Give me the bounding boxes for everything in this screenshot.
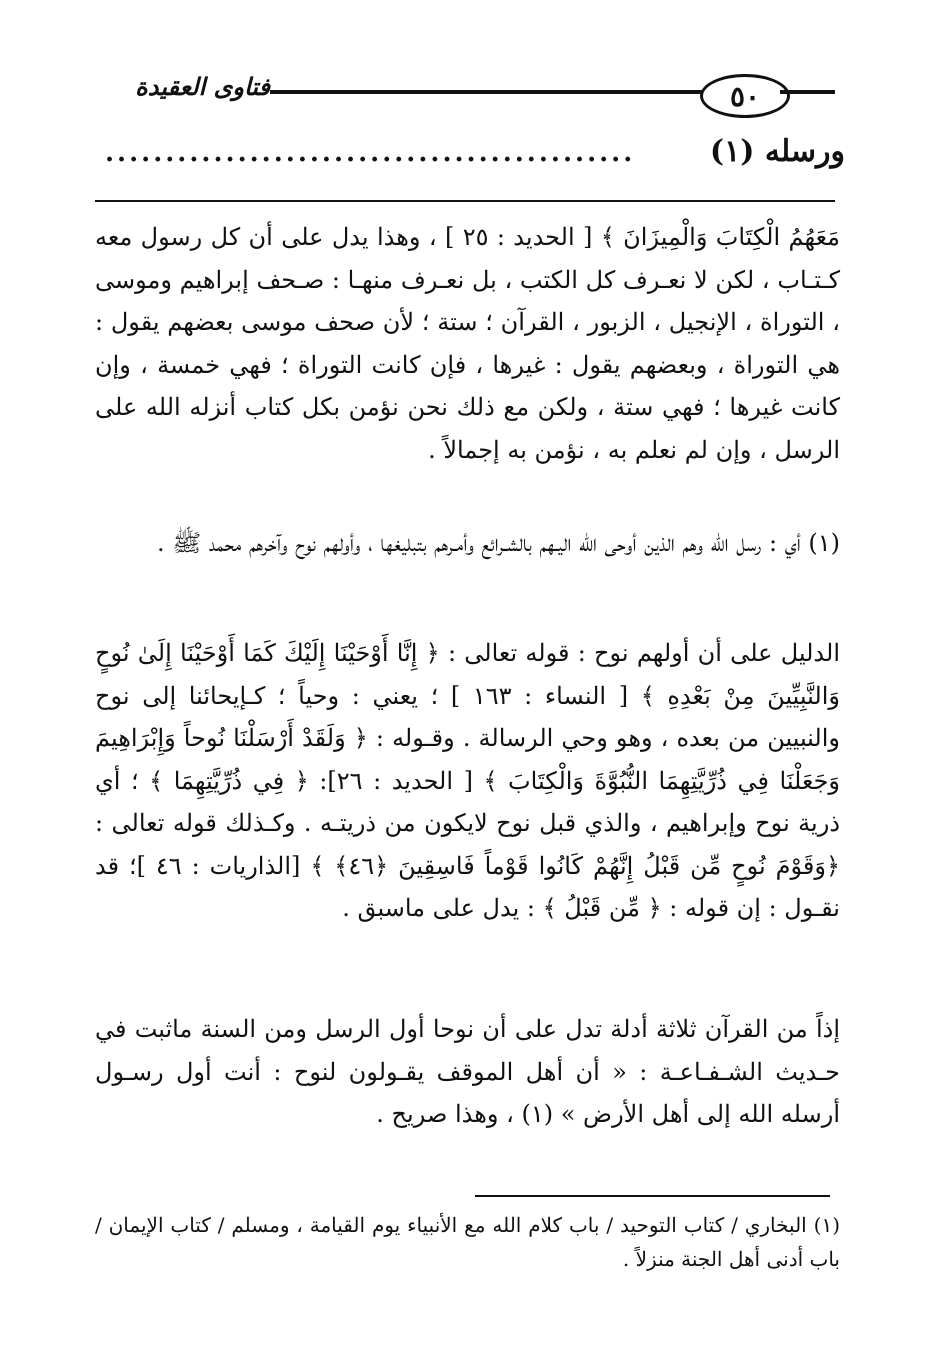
header-rule xyxy=(270,90,710,94)
separator-rule xyxy=(95,200,835,202)
footnote: (١) البخاري / كتاب التوحيد / باب كلام الله مع الأنبياء يوم القيامة ، ومسلم / كتاب الإيمان / باب أدنى أهل الجنة منزلاً . xyxy=(95,1213,840,1271)
page-number: ٥٠ xyxy=(700,74,790,118)
body-paragraph: مَعَهُمُ الْكِتَابَ وَالْمِيزَانَ ﴾ [ الحديد : ٢٥ ] ، وهذا يدل على أن كل رسول معه كـتـاب ، لكن لا نعـرف كل الكتب ، بل نعـرف منهـا : صـحف إبراهيم وموسى ، التوراة ، الإنجيل ، الزبور ، القرآن ؛ ستة ؛ لأن صحف موسى بعضهم يقول : هي التوراة ، وبعضهم يقول : غيرها ، فإن كانت التوراة ؛ فهي خمسة ، وإن كانت غيرها ؛ فهي ستة ، ولكن مع ذلك نحن نؤمن بكل كتاب أنزله الله على الرسل ، وإن لم نعلم به ، نؤمن به إجمالاً . xyxy=(95,223,840,464)
footnote-rule xyxy=(475,1195,830,1197)
commentary-footnote-paragraph: (١) أي : رسل الله وهم الذين أوحى الله اليـهم بالشـرائع وأمـرهم بتبليغها ، وأولهم نوح وآخرهم محمد ﷺ . xyxy=(156,529,840,557)
body-paragraph: الدليل على أن أولهم نوح : قوله تعالى : ﴿ إِنَّا أَوْحَيْنَا إِلَيْكَ كَمَا أَوْحَيْنَا إِلَىٰ نُوحٍ وَالنَّبِيِّينَ مِنْ بَعْدِهِ ﴾ [ النساء : ١٦٣ ] ؛ يعني : وحياً ؛ كـإيحائنا إلى نوح والنبيين من بعده ، وهو وحي الرسالة . وقـوله : ﴿ وَلَقَدْ أَرْسَلْنَا نُوحاً وَإِبْرَاهِيمَ وَجَعَلْنَا فِي ذُرِّيَّتِهِمَا النُّبُوَّةَ وَالْكِتَابَ ﴾ [ الحديد : ٢٦]: ﴿ فِي ذُرِّيَّتِهِمَا ﴾ ؛ أي ذرية نوح وإبراهيم ، والذي قبل نوح لايكون من ذريتـه . وكـذلك قوله تعالى : ﴿وَقَوْمَ نُوحٍ مِّن قَبْلُ إِنَّهُمْ كَانُوا قَوْماً فَاسِقِينَ ﴿٤٦﴾ ﴾ [الذاريات : ٤٦ ]؛ قد نقـول : إن قوله : ﴿ مِّن قَبْلُ ﴾ : يدل على ماسبق . xyxy=(95,639,841,922)
carried-word: ورسله (١) xyxy=(709,134,845,169)
leader-dots: ............................................ xyxy=(105,138,636,168)
body-paragraph: إذاً من القرآن ثلاثة أدلة تدل على أن نوحا أول الرسل ومن السنة ماثبت في حـديث الشـفـاعـة : « أن أهل الموقف يقـولون لنوح : أنت أول رسـول أرسله الله إلى أهل الأرض » (١) ، وهذا صريح . xyxy=(95,1015,840,1128)
header-rule-right xyxy=(780,90,835,94)
book-title: فتاوى العقيدة xyxy=(135,72,270,101)
carried-heading-line xyxy=(95,134,845,184)
running-header xyxy=(90,68,840,118)
